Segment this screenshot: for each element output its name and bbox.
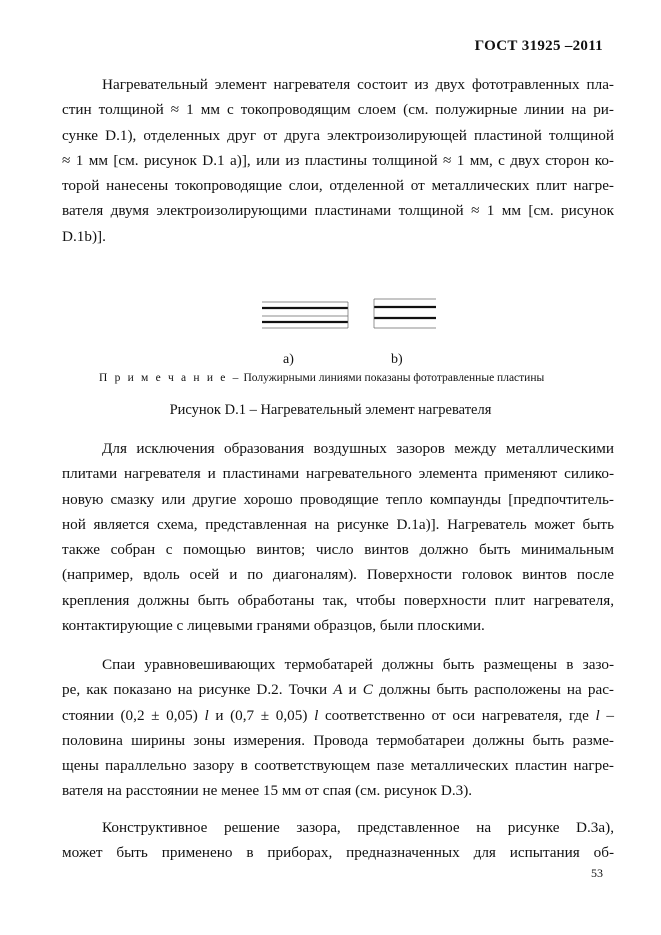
figure-a-plates bbox=[262, 302, 348, 328]
figure-caption: Рисунок D.1 – Нагревательный элемент нагревателя bbox=[169, 402, 492, 418]
figure-b-plates bbox=[374, 299, 436, 328]
text-line: ной является схема, представленная на рисунке D.1а)]. Нагреватель может быть bbox=[62, 515, 614, 533]
document-code: ГОСТ 31925 –2011 bbox=[474, 38, 603, 54]
text-line: крепления должны быть обработаны так, чтобы поверхности плит нагревателя, bbox=[62, 591, 614, 609]
text-fragment: и bbox=[342, 681, 363, 699]
text-line: стин толщиной ≈ 1 мм с токопроводящим слоем (см. полужирные линии на ри- bbox=[62, 101, 614, 119]
note-prefix: П р и м е ч а н и е – bbox=[99, 372, 241, 384]
figure-label-a: a) bbox=[283, 352, 294, 367]
text-line: вателя двумя электроизолирующими пластинами толщиной ≈ 1 мм [см. рисунок bbox=[62, 202, 614, 220]
text-line: половина ширины зоны измерения. Провода термобатареи должны быть разме- bbox=[62, 731, 614, 749]
note-text: Полужирными линиями показаны фототравленные пластины bbox=[240, 372, 545, 384]
text-line: Конструктивное решение зазора, представленное на рисунке D.3а), bbox=[102, 819, 614, 836]
text-line: может быть применено в приборах, предназначенных для испытания об- bbox=[62, 844, 614, 862]
figure-d1-diagram bbox=[258, 294, 438, 344]
text-line: щены параллельно зазору в соответствующем пазе металлических пластин нагре- bbox=[62, 757, 614, 775]
text-fragment: и (0,7 ± 0,05) bbox=[208, 706, 315, 724]
variable-l: l bbox=[204, 706, 209, 724]
text-line: Спаи уравновешивающих термобатарей должны быть размещены в зазо- bbox=[102, 656, 614, 673]
variable-l: l bbox=[314, 706, 319, 724]
text-line: Для исключения образования воздушных зазоров между металлическими bbox=[102, 440, 614, 457]
text-line: (например, вдоль осей и по диагоналям). Поверхности головок винтов после bbox=[62, 566, 614, 584]
text-fragment: должны быть расположены на рас- bbox=[372, 681, 614, 699]
text-fragment: соответственно от оси нагревателя, где bbox=[318, 706, 596, 724]
text-fragment: ре, как показано на рисунке D.2. Точки bbox=[62, 681, 334, 699]
variable-a: A bbox=[333, 681, 343, 699]
variable-c: C bbox=[362, 681, 373, 699]
text-line bbox=[62, 677, 614, 702]
text-line: контактирующие с лицевыми гранями образцов, были плоскими. bbox=[62, 617, 485, 635]
paragraph-heater-element bbox=[62, 72, 614, 249]
text-line: сунке D.1), отделенных друг от друга электроизолирующей пластиной толщиной bbox=[62, 126, 614, 144]
text-line: плитами нагревателя и пластинами нагревательного элемента применяют силико- bbox=[62, 465, 614, 483]
text-line: новую смазку или другие хорошо проводящие тепло компаунды [предпочтитель- bbox=[62, 490, 614, 508]
variable-l: l bbox=[595, 706, 600, 724]
text-line: также собран с помощью винтов; число винтов должно быть минимальным bbox=[62, 541, 614, 559]
paragraph-thermopile-junctions bbox=[62, 652, 614, 804]
text-line: вателя на расстоянии не менее 15 мм от спая (см. рисунок D.3). bbox=[62, 782, 473, 800]
text-line: торой нанесены токопроводящие слои, отделенной от металлических плит нагре- bbox=[62, 177, 614, 195]
text-fragment: – bbox=[599, 706, 615, 724]
paragraph-air-gaps bbox=[62, 436, 614, 638]
figure-note bbox=[99, 372, 544, 384]
text-line: D.1b)]. bbox=[62, 227, 106, 245]
text-line: Нагревательный элемент нагревателя состоит из двух фототравленных пла- bbox=[102, 76, 614, 93]
figure-label-b: b) bbox=[391, 352, 403, 367]
text-line bbox=[62, 703, 614, 728]
paragraph-gap-design bbox=[62, 815, 614, 866]
text-fragment: стоянии (0,2 ± 0,05) bbox=[62, 706, 205, 724]
text-line: ≈ 1 мм [см. рисунок D.1 а)], или из пластины толщиной ≈ 1 мм, с двух сторон ко- bbox=[62, 151, 614, 169]
page-number: 53 bbox=[591, 866, 603, 880]
